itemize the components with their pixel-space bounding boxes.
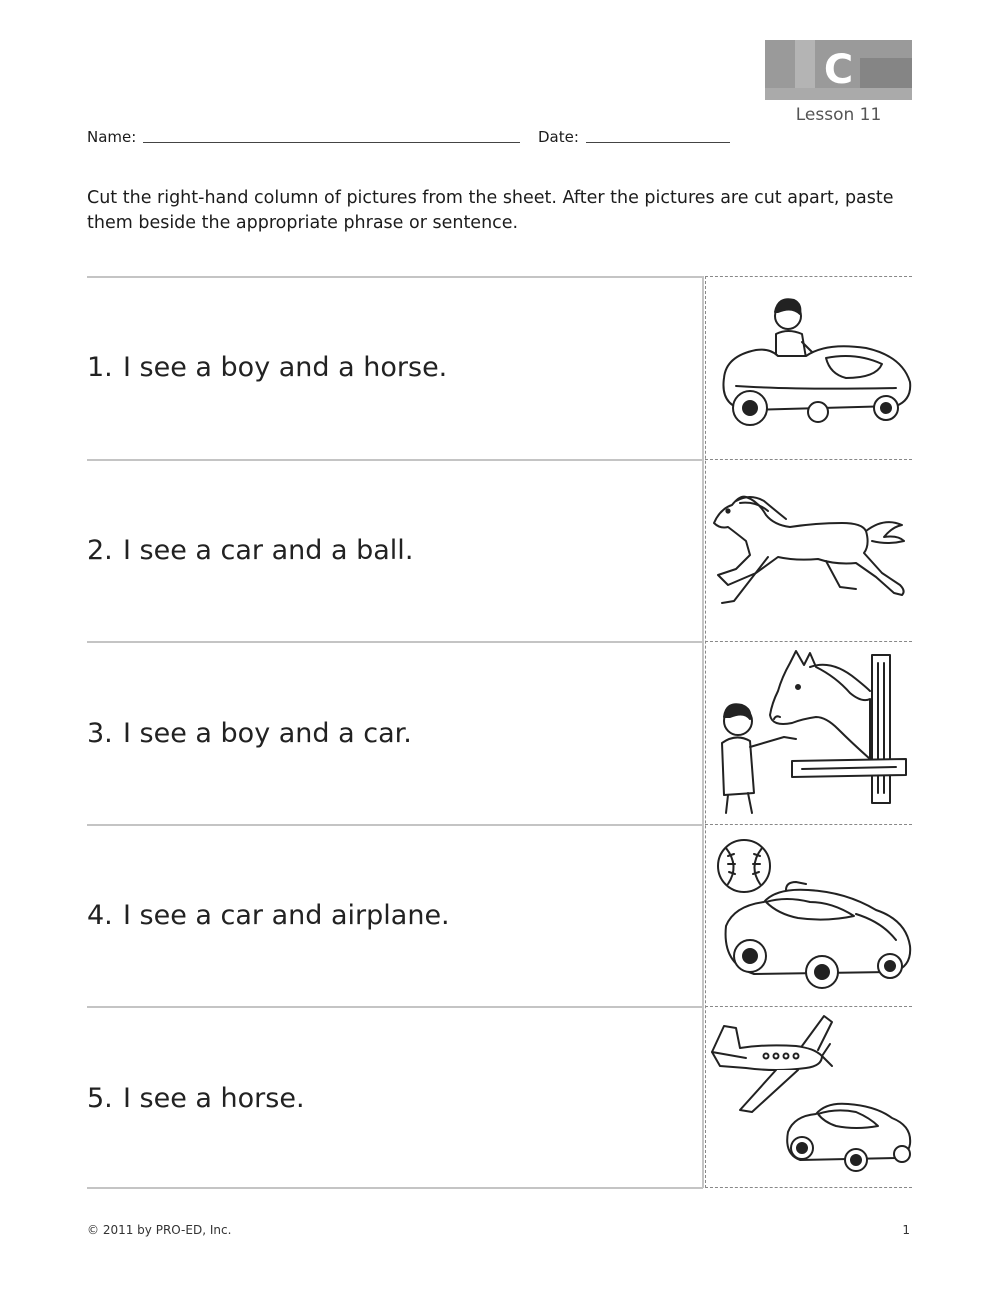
row-divider [87,459,703,461]
item-text: I see a car and airplane. [123,900,450,931]
item-text: I see a boy and a horse. [123,352,448,383]
cut-line [705,276,912,277]
sentence-item-5 [87,1079,305,1119]
date-field[interactable] [586,142,730,143]
item-text: I see a horse. [123,1083,305,1114]
item-number: 5. [87,1083,113,1114]
instructions: Cut the right-hand column of pictures from the sheet. After the pictures are cut apart, paste them beside the appropriate phrase or sentence. [87,188,894,233]
lesson-badge [765,40,912,100]
item-number: 1. [87,352,113,383]
item-number: 4. [87,900,113,931]
item-text: I see a boy and a car. [123,718,412,749]
sentence-item-1 [87,348,447,388]
ball-and-car-icon[interactable] [706,826,912,1008]
item-text: I see a car and a ball. [123,535,414,566]
name-label: Name: [87,128,137,146]
row-divider [87,1187,703,1189]
sentence-item-2 [87,531,413,571]
copyright: © 2011 by PRO-ED, Inc. [87,1223,232,1237]
item-number: 3. [87,718,113,749]
row-divider [87,276,703,278]
name-field[interactable] [143,142,520,143]
date-label: Date: [538,128,579,146]
row-divider [87,1006,703,1008]
sentence-item-3 [87,714,412,754]
boy-driving-toy-car-icon[interactable] [706,278,912,460]
column-divider [702,276,704,1188]
page-number: 1 [902,1223,910,1237]
boy-petting-horse-icon[interactable] [706,643,912,825]
sentence-item-4 [87,896,450,936]
lesson-label: Lesson 11 [795,105,882,125]
row-divider [87,824,703,826]
row-divider [87,641,703,643]
badge-letter: C [823,47,854,93]
running-horse-icon[interactable] [706,461,912,643]
airplane-and-car-icon[interactable] [706,1008,912,1190]
item-number: 2. [87,535,113,566]
